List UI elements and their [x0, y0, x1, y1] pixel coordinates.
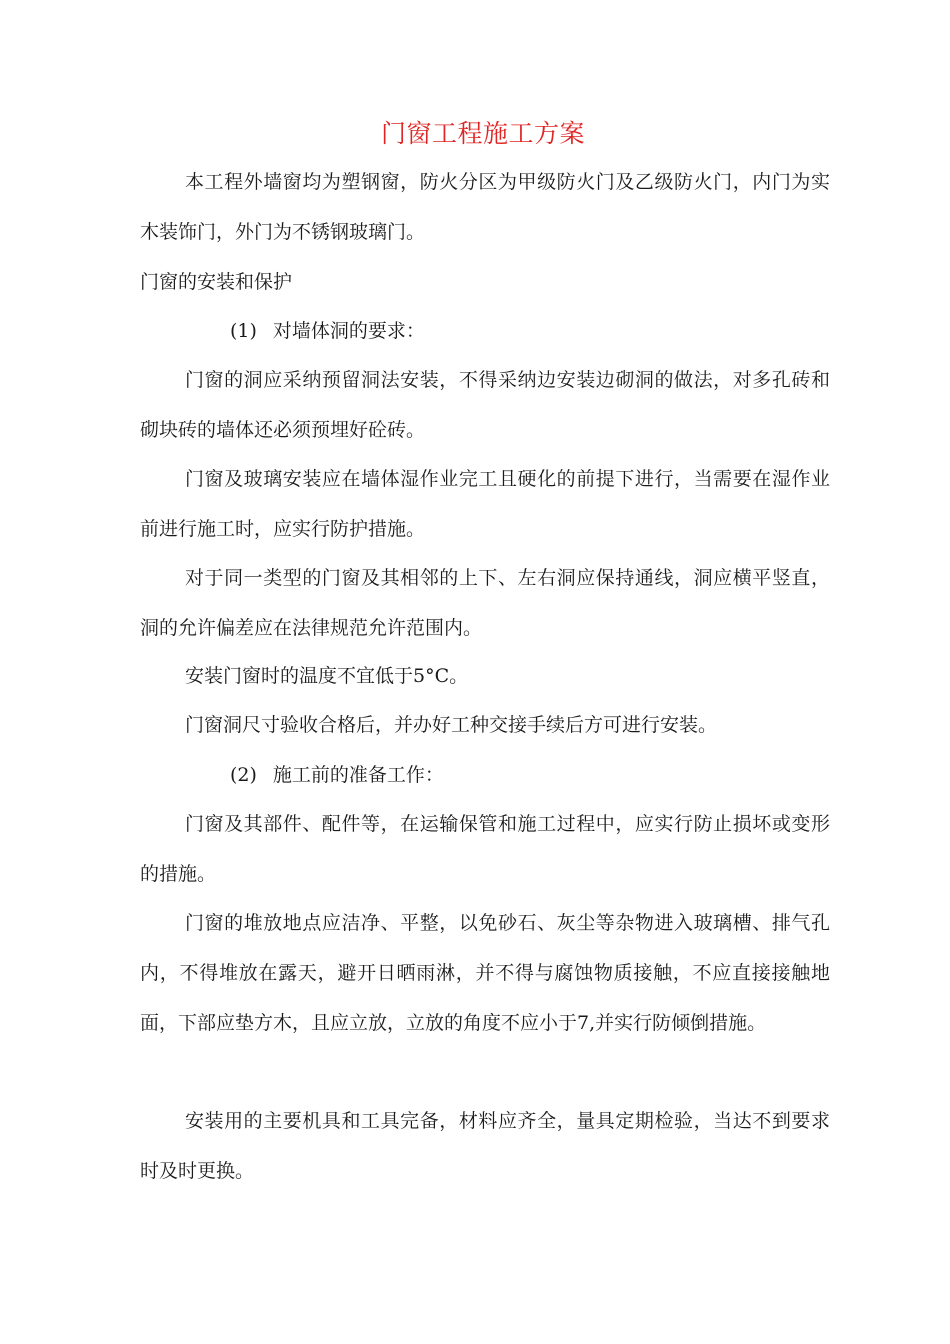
- paragraph-storage: 门窗的堆放地点应洁净、平整，以免砂石、灰尘等杂物进入玻璃槽、排气孔内，不得堆放在露天，避开日晒雨淋，并不得与腐蚀物质接触，不应直接接触地面，下部应垫方木，且应立放，立放的角度不应小于7,并实行防倾倒措施。: [140, 912, 830, 1034]
- paragraph-temperature: 安装门窗时的温度不宜低于5°C。: [185, 665, 469, 687]
- document-title: 门窗工程施工方案: [380, 119, 585, 148]
- list-item-text: 对墙体洞的要求：: [272, 320, 425, 342]
- paragraph-acceptance: 门窗洞尺寸验收合格后，并办好工种交接手续后方可进行安装。: [185, 714, 718, 736]
- section-heading: 门窗的安装和保护: [140, 271, 293, 293]
- list-item-1: [140, 306, 830, 356]
- paragraph-intro: 本工程外墙窗均为塑钢窗，防火分区为甲级防火门及乙级防火门，内门为实木装饰门，外门为不锈钢玻璃门。: [140, 171, 830, 243]
- paragraph-tools: 安装用的主要机具和工具完备，材料应齐全，量具定期检验，当达不到要求时及时更换。: [140, 1110, 830, 1182]
- paragraph-transport: 门窗及其部件、配件等，在运输保管和施工过程中，应实行防止损坏或变形的措施。: [140, 813, 830, 885]
- list-item-2: [140, 750, 830, 800]
- paragraph-installation-timing: 门窗及玻璃安装应在墙体湿作业完工且硬化的前提下进行，当需要在湿作业前进行施工时，应实行防护措施。: [140, 468, 830, 540]
- list-item-number: (1): [230, 320, 257, 342]
- list-item-text: 施工前的准备工作：: [272, 764, 444, 786]
- paragraph-opening-method: 门窗的洞应采纳预留洞法安装，不得采纳边安装边砌洞的做法，对多孔砖和砌块砖的墙体还必须预埋好砼砖。: [140, 369, 830, 441]
- paragraph-alignment: 对于同一类型的门窗及其相邻的上下、左右洞应保持通线，洞应横平竖直，洞的允许偏差应在法律规范允许范围内。: [140, 567, 830, 639]
- list-item-number: (2): [230, 764, 257, 786]
